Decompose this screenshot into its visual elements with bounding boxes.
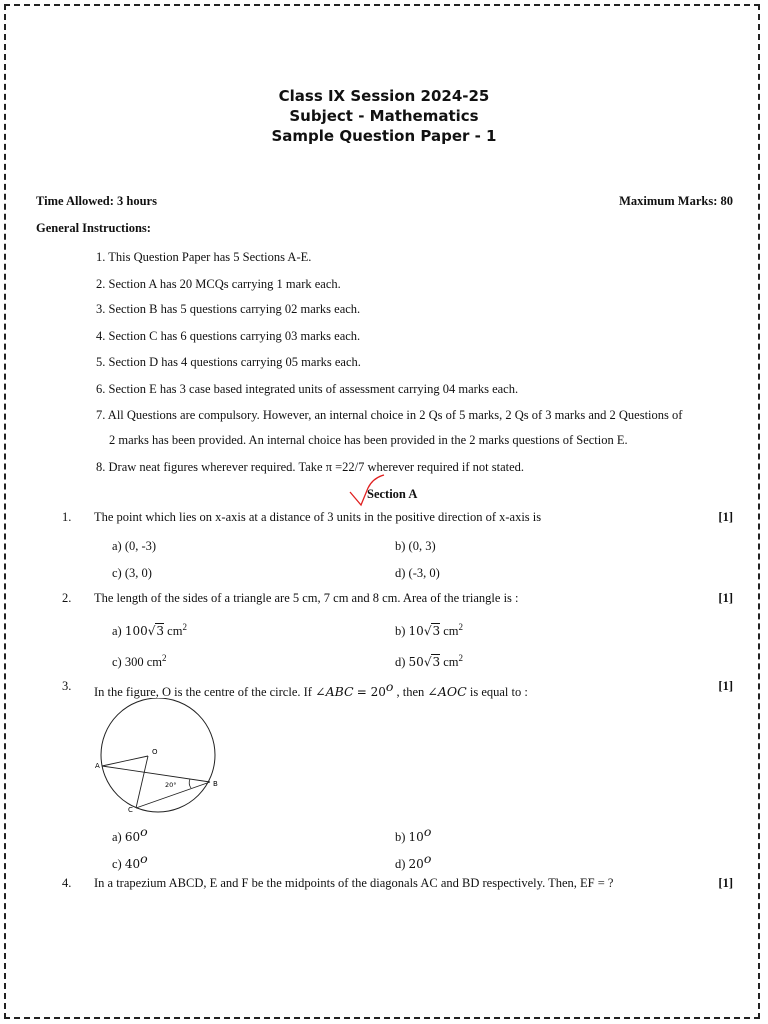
option-power: 2 — [162, 653, 167, 663]
option-power: 2 — [458, 653, 464, 663]
question-marks: [1] — [718, 591, 733, 605]
degree-symbol: o — [140, 851, 148, 866]
header-class: Class IX Session 2024-25 — [278, 87, 490, 105]
label-c: C — [128, 806, 133, 814]
option-c: c) (3, 0) — [112, 566, 152, 580]
option-radicand: 3 — [432, 655, 441, 670]
option-value: 10 — [408, 830, 424, 845]
segment-ab — [102, 766, 210, 782]
segment-oc — [136, 756, 148, 808]
question-text-part: is equal to : — [469, 685, 528, 700]
option-c — [112, 851, 148, 872]
question-number: 1. — [62, 510, 72, 524]
question-marks: [1] — [718, 876, 733, 890]
check-mark-icon — [348, 474, 388, 508]
option-label: b) — [395, 624, 406, 639]
circle-outline — [101, 698, 215, 812]
instruction-item: 4. Section C has 6 questions carrying 03 marks each. — [96, 329, 361, 343]
question-number: 3. — [62, 679, 72, 693]
instruction-item-continued: 2 marks has been provided. An internal choice has been provided in the 2 marks questions of Section E. — [109, 433, 628, 447]
instruction-item: 2. Section A has 20 MCQs carrying 1 mark each. — [96, 277, 341, 291]
question-marks: [1] — [718, 510, 733, 524]
option-power: 2 — [458, 622, 464, 632]
maximum-marks: Maximum Marks: 80 — [619, 194, 733, 208]
question-text: The point which lies on x-axis at a distance of 3 units in the positive direction of x-axis is — [94, 510, 542, 524]
option-label: d) — [395, 857, 406, 872]
option-unit: cm — [443, 624, 459, 639]
degree-symbol: o — [423, 851, 432, 866]
option-unit: cm — [146, 655, 162, 670]
degree-symbol: o — [385, 679, 394, 694]
option-unit: cm — [167, 624, 183, 639]
option-coefficient: 10 — [408, 624, 424, 639]
option-coefficient: 300 — [124, 655, 144, 670]
instruction-item: 8. Draw neat figures wherever required. Take π =22/7 wherever required if not stated. — [96, 460, 525, 474]
question-text-part: In the figure, O is the centre of the circle. If — [94, 685, 312, 700]
option-b: b) 10√3 $cm^2$ — [395, 622, 464, 639]
question-text-part: , then — [396, 685, 425, 700]
angle-arc — [189, 779, 191, 788]
question-number: 4. — [62, 876, 72, 890]
option-d: d) 50√3 $cm^2$ — [395, 653, 464, 670]
label-b: B — [213, 780, 218, 788]
option-a — [112, 824, 148, 845]
option-radicand: 3 — [156, 624, 165, 639]
option-b: b) (0, 3) — [395, 539, 436, 553]
option-label: c) — [112, 857, 122, 872]
option-b — [395, 824, 431, 845]
option-coefficient: 50 — [408, 655, 424, 670]
label-angle: 20° — [165, 781, 177, 789]
angle-abc: ∠ABC — [315, 684, 354, 700]
option-label: c) — [112, 655, 122, 670]
instruction-item: 6. Section E has 3 case based integrated units of assessment carrying 04 marks each. — [96, 382, 519, 396]
option-coefficient: 100 — [124, 624, 148, 639]
option-d: d) (-3, 0) — [395, 566, 440, 580]
time-allowed: Time Allowed: 3 hours — [36, 194, 157, 208]
question-text: In a trapezium ABCD, E and F be the midpoints of the diagonals AC and BD respectively. Then, EF = ? — [94, 876, 614, 890]
general-instructions-heading: General Instructions: — [36, 221, 151, 235]
question-number: 2. — [62, 591, 72, 605]
angle-value: = 20 — [356, 685, 386, 700]
option-label: d) — [395, 655, 406, 670]
degree-symbol: o — [423, 824, 432, 839]
option-value: 20 — [408, 857, 424, 872]
option-a: a) (0, -3) — [112, 539, 157, 553]
instruction-item: 3. Section B has 5 questions carrying 02 marks each. — [96, 302, 361, 316]
option-c — [112, 653, 167, 670]
question-text — [94, 679, 528, 700]
angle-aoc: ∠AOC — [427, 684, 467, 700]
instruction-item: 1. This Question Paper has 5 Sections A-E. — [96, 250, 312, 264]
option-value: 60 — [124, 830, 141, 845]
instruction-item: 5. Section D has 4 questions carrying 05 marks each. — [96, 355, 361, 369]
option-unit: cm — [443, 655, 459, 670]
option-power: 2 — [182, 622, 187, 632]
segment-ao — [102, 756, 148, 766]
question-text: The length of the sides of a triangle are 5 cm, 7 cm and 8 cm. Area of the triangle is : — [94, 591, 519, 605]
label-a: A — [95, 762, 100, 770]
option-a: a) 100√3 $cm^2$ — [112, 622, 187, 639]
option-label: a) — [112, 830, 122, 845]
instruction-item: 7. All Questions are compulsory. However, an internal choice in 2 Qs of 5 marks, 2 Qs of 3 marks and 2 Questions of — [96, 408, 683, 422]
option-d — [395, 851, 431, 872]
option-radicand: 3 — [432, 624, 441, 639]
option-label: a) — [112, 624, 122, 639]
option-value: 40 — [124, 857, 141, 872]
option-label: b) — [395, 830, 406, 845]
header-paper-title: Sample Question Paper - 1 — [271, 127, 497, 145]
label-o: O — [152, 748, 158, 756]
question-marks: [1] — [718, 679, 733, 693]
circle-figure — [92, 698, 224, 818]
section-title: Section A — [367, 487, 418, 501]
degree-symbol: o — [140, 824, 148, 839]
header-subject: Subject - Mathematics — [289, 107, 479, 125]
